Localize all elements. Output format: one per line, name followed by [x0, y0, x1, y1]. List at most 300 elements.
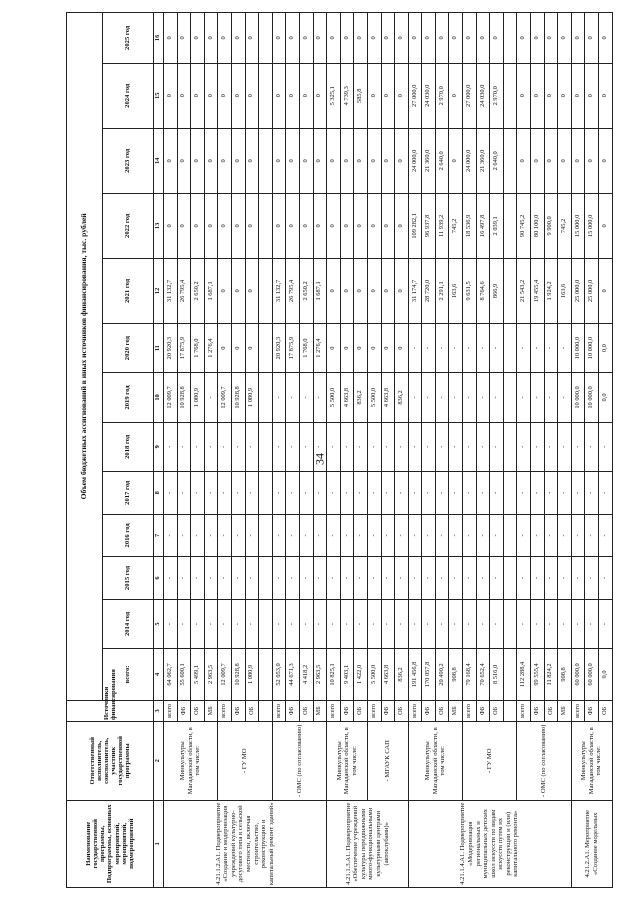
- amount-cell: 0: [381, 63, 395, 128]
- amount-cell: 10 000,0: [585, 373, 599, 422]
- amount-cell: -: [231, 557, 245, 600]
- amount-cell: -: [571, 514, 585, 557]
- amount-cell: 163,6: [558, 258, 572, 323]
- amount-cell: 1 422,0: [354, 649, 368, 701]
- table-row: [272, 13, 286, 888]
- amount-cell: 0: [531, 13, 545, 64]
- amount-cell: 836,2: [395, 373, 409, 422]
- amount-cell: 0,0: [599, 323, 613, 372]
- amount-cell: -: [490, 557, 504, 600]
- amount-cell: -: [408, 471, 422, 514]
- table-row: [571, 13, 585, 888]
- column-index: 7: [154, 514, 164, 557]
- amount-cell: 0: [422, 13, 436, 64]
- amount-cell: -: [218, 471, 232, 514]
- amount-cell: 11 939,2: [435, 193, 449, 258]
- header-year: 2016 год: [103, 514, 154, 557]
- amount-cell: 0: [395, 323, 409, 372]
- amount-cell: -: [191, 471, 205, 514]
- amount-cell: 0: [354, 193, 368, 258]
- amount-cell: -: [517, 422, 531, 471]
- executor-cell: - ГУ МО: [218, 722, 272, 801]
- amount-cell: -: [218, 557, 232, 600]
- amount-cell: -: [449, 323, 463, 372]
- amount-cell: -: [544, 514, 558, 557]
- amount-cell: 163,6: [449, 258, 463, 323]
- amount-cell: 10 000,0: [571, 323, 585, 372]
- amount-cell: [259, 193, 273, 258]
- amount-cell: -: [449, 422, 463, 471]
- amount-cell: 0: [395, 258, 409, 323]
- amount-cell: 0: [463, 13, 477, 64]
- amount-cell: -: [299, 557, 313, 600]
- amount-cell: -: [231, 471, 245, 514]
- column-index: 15: [154, 63, 164, 128]
- column-index: 12: [154, 258, 164, 323]
- amount-cell: 0: [286, 193, 300, 258]
- header-name: Наименование государственной программы, Подпрограммы, основных мероприятий, мероприятий, подмероприятий: [67, 800, 154, 887]
- funding-source: ОБ: [544, 700, 558, 721]
- amount-cell: -: [245, 514, 259, 557]
- amount-cell: 0: [395, 63, 409, 128]
- amount-cell: -: [395, 514, 409, 557]
- amount-cell: 0: [585, 128, 599, 193]
- amount-cell: 1 924,2: [544, 258, 558, 323]
- amount-cell: 31 174,7: [408, 258, 422, 323]
- amount-cell: -: [204, 471, 218, 514]
- amount-cell: -: [476, 557, 490, 600]
- amount-cell: 31 132,7: [272, 258, 286, 323]
- amount-cell: 0: [245, 63, 259, 128]
- amount-cell: -: [408, 422, 422, 471]
- rotated-page: [66, 12, 608, 888]
- amount-cell: 90 745,2: [517, 193, 531, 258]
- header-year: 2015 год: [103, 557, 154, 600]
- amount-cell: -: [435, 514, 449, 557]
- amount-cell: 10 825,1: [327, 649, 341, 701]
- amount-cell: -: [191, 422, 205, 471]
- amount-cell: 0: [313, 193, 327, 258]
- amount-cell: -: [490, 599, 504, 648]
- amount-cell: 0: [204, 63, 218, 128]
- amount-cell: 1 276,4: [313, 323, 327, 372]
- executor-cell: - ОМС (по согласованию): [517, 722, 571, 801]
- amount-cell: 0: [408, 13, 422, 64]
- amount-cell: -: [476, 599, 490, 648]
- amount-cell: [503, 258, 517, 323]
- funding-source: ОБ: [490, 700, 504, 721]
- amount-cell: 5 500,0: [367, 649, 381, 701]
- header-year: 2023 год: [103, 128, 154, 193]
- amount-cell: -: [204, 373, 218, 422]
- amount-cell: -: [422, 422, 436, 471]
- measure-name: 4.21.1.2.А1. Подмероприятие «Создание и модернизация учреждений культурно-досугового типа в сельской местности, включая строительство, реконструкцию и капитальный ремонт зданий»: [164, 800, 327, 887]
- amount-cell: -: [218, 599, 232, 648]
- amount-cell: -: [177, 471, 191, 514]
- funding-source: всего: [571, 700, 585, 721]
- amount-cell: -: [544, 422, 558, 471]
- amount-cell: 0: [231, 193, 245, 258]
- funding-source: ФБ: [286, 700, 300, 721]
- amount-cell: 0: [218, 63, 232, 128]
- amount-cell: 0: [218, 193, 232, 258]
- amount-cell: 0: [354, 258, 368, 323]
- amount-cell: 25 000,0: [585, 258, 599, 323]
- header-year: 2017 год: [103, 471, 154, 514]
- amount-cell: 0: [381, 128, 395, 193]
- amount-cell: 0: [204, 13, 218, 64]
- amount-cell: 9 900,0: [544, 193, 558, 258]
- executor-cell: Минкультуры Магаданской области, в том числе:: [571, 722, 612, 801]
- amount-cell: 0: [367, 13, 381, 64]
- amount-cell: -: [435, 471, 449, 514]
- amount-cell: -: [531, 599, 545, 648]
- amount-cell: -: [463, 323, 477, 372]
- amount-cell: 15 000,0: [571, 193, 585, 258]
- amount-cell: 0,0: [599, 649, 613, 701]
- amount-cell: 10 928,8: [177, 373, 191, 422]
- amount-cell: 19 455,4: [531, 258, 545, 323]
- page-number: 34: [312, 453, 327, 465]
- amount-cell: -: [558, 514, 572, 557]
- amount-cell: -: [299, 422, 313, 471]
- amount-cell: -: [177, 557, 191, 600]
- amount-cell: 8 516,0: [490, 649, 504, 701]
- amount-cell: 112 288,4: [517, 649, 531, 701]
- amount-cell: [503, 323, 517, 372]
- amount-cell: -: [435, 557, 449, 600]
- amount-cell: 0: [571, 13, 585, 64]
- amount-cell: -: [558, 323, 572, 372]
- amount-cell: 5 325,1: [327, 63, 341, 128]
- amount-cell: [259, 373, 273, 422]
- amount-cell: 0: [599, 128, 613, 193]
- amount-cell: -: [531, 471, 545, 514]
- amount-cell: -: [599, 599, 613, 648]
- amount-cell: 0: [245, 258, 259, 323]
- funding-source: МБ: [313, 700, 327, 721]
- amount-cell: -: [544, 373, 558, 422]
- amount-cell: -: [599, 471, 613, 514]
- amount-cell: -: [599, 514, 613, 557]
- amount-cell: 28 720,0: [422, 258, 436, 323]
- amount-cell: 0: [286, 63, 300, 128]
- amount-cell: 0: [476, 13, 490, 64]
- amount-cell: -: [354, 599, 368, 648]
- amount-cell: 585,8: [354, 63, 368, 128]
- amount-cell: 2 970,0: [490, 63, 504, 128]
- amount-cell: -: [599, 422, 613, 471]
- amount-cell: -: [395, 422, 409, 471]
- amount-cell: 745,2: [449, 193, 463, 258]
- amount-cell: -: [340, 599, 354, 648]
- funding-source: ОБ: [599, 700, 613, 721]
- amount-cell: [259, 13, 273, 64]
- funding-source: МБ: [204, 700, 218, 721]
- amount-cell: -: [408, 557, 422, 600]
- amount-cell: -: [571, 471, 585, 514]
- amount-cell: -: [585, 514, 599, 557]
- amount-cell: 0: [571, 63, 585, 128]
- amount-cell: 20 920,3: [164, 323, 178, 372]
- amount-cell: 0: [231, 63, 245, 128]
- funding-source: МБ: [558, 700, 572, 721]
- amount-cell: 0: [381, 323, 395, 372]
- amount-cell: 0: [381, 193, 395, 258]
- amount-cell: [259, 63, 273, 128]
- amount-cell: -: [177, 514, 191, 557]
- table-row: [164, 13, 178, 888]
- amount-cell: 5 500,0: [367, 373, 381, 422]
- amount-cell: [259, 514, 273, 557]
- amount-cell: 1 080,9: [191, 373, 205, 422]
- column-index: 2: [154, 722, 164, 801]
- amount-cell: -: [558, 422, 572, 471]
- amount-cell: -: [164, 514, 178, 557]
- amount-cell: 15 000,0: [585, 193, 599, 258]
- amount-cell: -: [299, 599, 313, 648]
- funding-source: ФБ: [422, 700, 436, 721]
- amount-cell: 12 009,7: [218, 373, 232, 422]
- amount-cell: 2 970,0: [435, 63, 449, 128]
- amount-cell: 0: [531, 63, 545, 128]
- amount-cell: 0: [286, 128, 300, 193]
- amount-cell: -: [490, 323, 504, 372]
- amount-cell: 17 875,9: [286, 323, 300, 372]
- amount-cell: 9 403,1: [340, 649, 354, 701]
- amount-cell: 0: [599, 63, 613, 128]
- amount-cell: -: [585, 557, 599, 600]
- amount-cell: -: [218, 422, 232, 471]
- amount-cell: -: [367, 514, 381, 557]
- amount-cell: 2 640,0: [435, 128, 449, 193]
- amount-cell: 0: [204, 128, 218, 193]
- column-index: 13: [154, 193, 164, 258]
- amount-cell: -: [327, 599, 341, 648]
- amount-cell: 0: [340, 128, 354, 193]
- amount-cell: 0: [558, 128, 572, 193]
- amount-cell: [259, 422, 273, 471]
- amount-cell: 99 555,4: [531, 649, 545, 701]
- amount-cell: 0: [313, 13, 327, 64]
- amount-cell: 26 795,4: [286, 258, 300, 323]
- amount-cell: 0: [449, 13, 463, 64]
- amount-cell: -: [177, 422, 191, 471]
- amount-cell: 1 768,0: [191, 323, 205, 372]
- column-index: 9: [154, 422, 164, 471]
- amount-cell: -: [449, 557, 463, 600]
- amount-cell: 0: [449, 63, 463, 128]
- amount-cell: -: [367, 422, 381, 471]
- amount-cell: 0: [191, 128, 205, 193]
- amount-cell: 0: [544, 13, 558, 64]
- amount-cell: -: [422, 557, 436, 600]
- amount-cell: [259, 649, 273, 701]
- amount-cell: -: [395, 471, 409, 514]
- amount-cell: -: [327, 471, 341, 514]
- amount-cell: 0: [286, 13, 300, 64]
- amount-cell: -: [245, 557, 259, 600]
- amount-cell: 12 009,7: [164, 373, 178, 422]
- amount-cell: [259, 258, 273, 323]
- amount-cell: -: [476, 514, 490, 557]
- amount-cell: 0: [218, 13, 232, 64]
- header-year: 2018 год: [103, 422, 154, 471]
- amount-cell: 0: [517, 13, 531, 64]
- amount-cell: -: [381, 557, 395, 600]
- amount-cell: 21 360,0: [422, 128, 436, 193]
- amount-cell: 52 053,0: [272, 649, 286, 701]
- amount-cell: [503, 557, 517, 600]
- amount-cell: 26 795,4: [177, 258, 191, 323]
- amount-cell: 0: [245, 323, 259, 372]
- amount-cell: 0: [177, 193, 191, 258]
- amount-cell: -: [218, 514, 232, 557]
- amount-cell: -: [299, 514, 313, 557]
- amount-cell: 1 080,9: [245, 649, 259, 701]
- amount-cell: 109 282,1: [408, 193, 422, 258]
- amount-cell: -: [558, 471, 572, 514]
- table-row: [367, 13, 381, 888]
- amount-cell: -: [476, 323, 490, 372]
- measure-name: 4.21.2.А1. Мероприятие «Создание модельных: [571, 800, 612, 887]
- amount-cell: 9 631,5: [463, 258, 477, 323]
- amount-cell: 0: [299, 128, 313, 193]
- amount-cell: -: [191, 557, 205, 600]
- amount-cell: [503, 422, 517, 471]
- amount-cell: 0: [367, 128, 381, 193]
- amount-cell: -: [422, 599, 436, 648]
- amount-cell: -: [191, 514, 205, 557]
- funding-source: всего: [164, 700, 178, 721]
- amount-cell: -: [327, 422, 341, 471]
- amount-cell: -: [272, 422, 286, 471]
- amount-cell: -: [354, 422, 368, 471]
- funding-source: ОБ: [354, 700, 368, 721]
- amount-cell: -: [585, 599, 599, 648]
- amount-cell: -: [286, 599, 300, 648]
- funding-source: всего: [218, 700, 232, 721]
- amount-cell: 1 276,4: [204, 323, 218, 372]
- amount-cell: 8 764,6: [476, 258, 490, 323]
- amount-cell: 0: [327, 258, 341, 323]
- funding-source: ОБ: [435, 700, 449, 721]
- amount-cell: 60 000,0: [571, 649, 585, 701]
- amount-cell: 16 497,8: [476, 193, 490, 258]
- header-year: 2019 год: [103, 373, 154, 422]
- amount-cell: 24 000,0: [408, 128, 422, 193]
- amount-cell: -: [490, 514, 504, 557]
- amount-cell: -: [531, 422, 545, 471]
- amount-cell: 79 168,4: [463, 649, 477, 701]
- amount-cell: 0: [177, 13, 191, 64]
- amount-cell: -: [531, 323, 545, 372]
- header-year: 2021 год: [103, 258, 154, 323]
- amount-cell: 0: [395, 13, 409, 64]
- funding-source: МБ: [449, 700, 463, 721]
- amount-cell: 27 000,0: [463, 63, 477, 128]
- funding-source: всего: [517, 700, 531, 721]
- table-row: [463, 13, 477, 888]
- amount-cell: 44 671,3: [286, 649, 300, 701]
- funding-source: ОБ: [395, 700, 409, 721]
- column-index-row: [154, 13, 164, 888]
- amount-cell: -: [367, 557, 381, 600]
- amount-cell: 21 360,0: [476, 128, 490, 193]
- amount-cell: -: [558, 599, 572, 648]
- amount-cell: 4 663,8: [340, 373, 354, 422]
- amount-cell: -: [449, 514, 463, 557]
- amount-cell: 4 418,2: [299, 649, 313, 701]
- amount-cell: -: [435, 323, 449, 372]
- amount-cell: -: [422, 471, 436, 514]
- amount-cell: 4 739,3: [340, 63, 354, 128]
- amount-cell: 191 456,8: [408, 649, 422, 701]
- amount-cell: -: [517, 323, 531, 372]
- funding-source: ФБ: [531, 700, 545, 721]
- amount-cell: 0: [571, 128, 585, 193]
- amount-cell: -: [544, 557, 558, 600]
- amount-cell: 17 875,9: [177, 323, 191, 372]
- amount-cell: 0: [272, 13, 286, 64]
- amount-cell: 4 663,8: [381, 373, 395, 422]
- amount-cell: -: [272, 514, 286, 557]
- amount-cell: [259, 557, 273, 600]
- header-year: 2014 год: [103, 599, 154, 648]
- amount-cell: -: [558, 557, 572, 600]
- amount-cell: 0: [245, 128, 259, 193]
- amount-cell: -: [313, 471, 327, 514]
- amount-cell: 55 600,1: [177, 649, 191, 701]
- amount-cell: 0: [599, 13, 613, 64]
- amount-cell: -: [435, 422, 449, 471]
- amount-cell: 4 663,8: [381, 649, 395, 701]
- amount-cell: 0: [435, 13, 449, 64]
- executor-cell: - ОМС (по согласованию): [272, 722, 326, 801]
- executor-cell: Минкультуры Магаданской области, в том числе:: [327, 722, 368, 801]
- amount-cell: 2 963,5: [313, 649, 327, 701]
- amount-cell: 10 928,8: [231, 649, 245, 701]
- amount-cell: -: [422, 514, 436, 557]
- header-other-sources: Объем бюджетных ассигнований в иных источников финансирования, тыс. рублей: [67, 13, 103, 701]
- amount-cell: 0: [245, 193, 259, 258]
- amount-cell: 0: [299, 193, 313, 258]
- amount-cell: [503, 13, 517, 64]
- header-year: 2020 год: [103, 323, 154, 372]
- funding-source: ОБ: [191, 700, 205, 721]
- amount-cell: 0: [340, 13, 354, 64]
- amount-cell: 0: [231, 258, 245, 323]
- amount-cell: [259, 323, 273, 372]
- column-index: 11: [154, 323, 164, 372]
- amount-cell: 1 768,0: [299, 323, 313, 372]
- amount-cell: -: [286, 422, 300, 471]
- funding-source: всего: [408, 700, 422, 721]
- amount-cell: 10 928,8: [231, 373, 245, 422]
- amount-cell: -: [571, 557, 585, 600]
- header-executor: Ответственный исполнитель, соисполнитель, участник государственной программы: [67, 722, 154, 801]
- amount-cell: 0: [449, 128, 463, 193]
- amount-cell: -: [408, 514, 422, 557]
- amount-cell: 27 000,0: [408, 63, 422, 128]
- amount-cell: 0: [272, 63, 286, 128]
- executor-cell: Минкультуры Магаданской области, в том числе:: [408, 722, 462, 801]
- amount-cell: 908,8: [558, 649, 572, 701]
- amount-cell: 0: [544, 63, 558, 128]
- amount-cell: 0: [313, 128, 327, 193]
- funding-source: ФБ: [340, 700, 354, 721]
- amount-cell: -: [245, 599, 259, 648]
